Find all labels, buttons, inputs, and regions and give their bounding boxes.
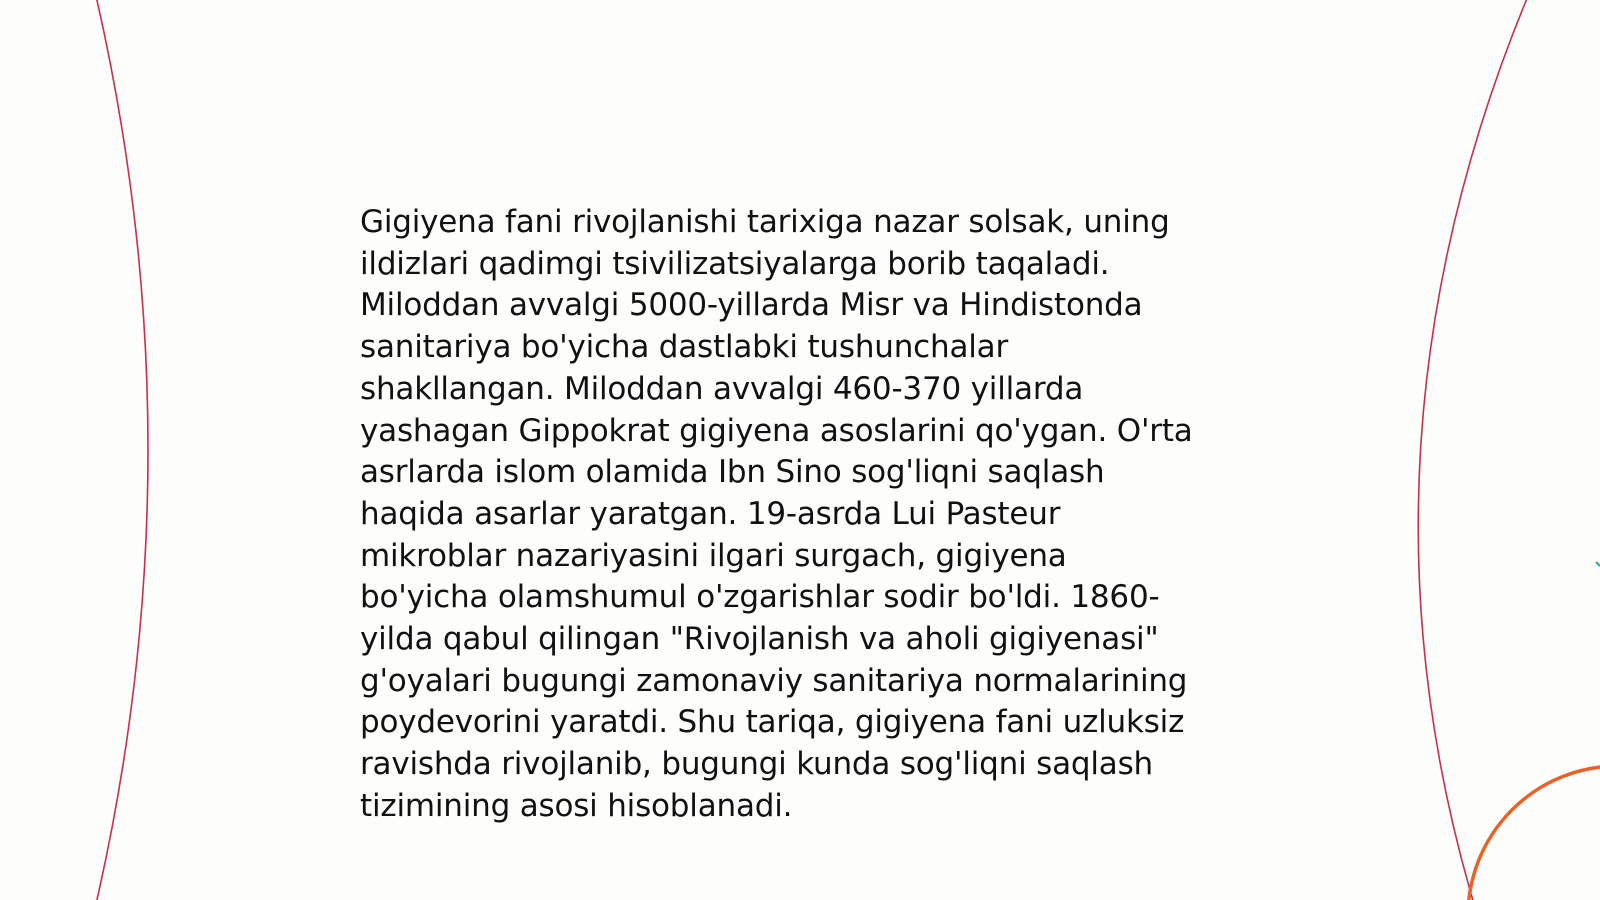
- body-line: Miloddan avvalgi 5000-yillarda Misr va Hindistonda: [360, 287, 1143, 324]
- body-line: sanitariya bo'yicha dastlabki tushunchalar: [360, 329, 1009, 366]
- body-line: bo'yicha olamshumul o'zgarishlar sodir bo'ldi. 1860-: [360, 579, 1160, 616]
- body-line: yilda qabul qilingan "Rivojlanish va aholi gigiyenasi": [360, 621, 1159, 658]
- body-line: ravishda rivojlanib, bugungi kunda sog'liqni saqlash: [360, 746, 1153, 783]
- left-arc: [96, 0, 148, 900]
- body-line: haqida asarlar yaratgan. 19-asrda Lui Pasteur: [360, 495, 1061, 532]
- body-line: asrlarda islom olamida Ibn Sino sog'liqni saqlash: [360, 454, 1105, 491]
- body-line: g'oyalari bugungi zamonaviy sanitariya normalarining: [360, 662, 1188, 699]
- body-line: poydevorini yaratdi. Shu tariqa, gigiyena fani uzluksiz: [360, 704, 1185, 741]
- body-line: tizimining asosi hisoblanadi.: [360, 787, 793, 824]
- orange-arc: [1468, 766, 1600, 900]
- body-line: shakllangan. Miloddan avvalgi 460-370 yillarda: [360, 370, 1084, 407]
- right-arc: [1418, 0, 1528, 900]
- body-paragraph: [360, 202, 1260, 828]
- body-line: ildizlari qadimgi tsivilizatsiyalarga borib taqaladi.: [360, 245, 1110, 282]
- teal-mark: [1596, 562, 1600, 566]
- body-line: yashagan Gippokrat gigiyena asoslarini qo'ygan. O'rta: [360, 412, 1193, 449]
- body-line: mikroblar nazariyasini ilgari surgach, gigiyena: [360, 537, 1067, 574]
- body-line: Gigiyena fani rivojlanishi tarixiga nazar solsak, uning: [360, 204, 1170, 240]
